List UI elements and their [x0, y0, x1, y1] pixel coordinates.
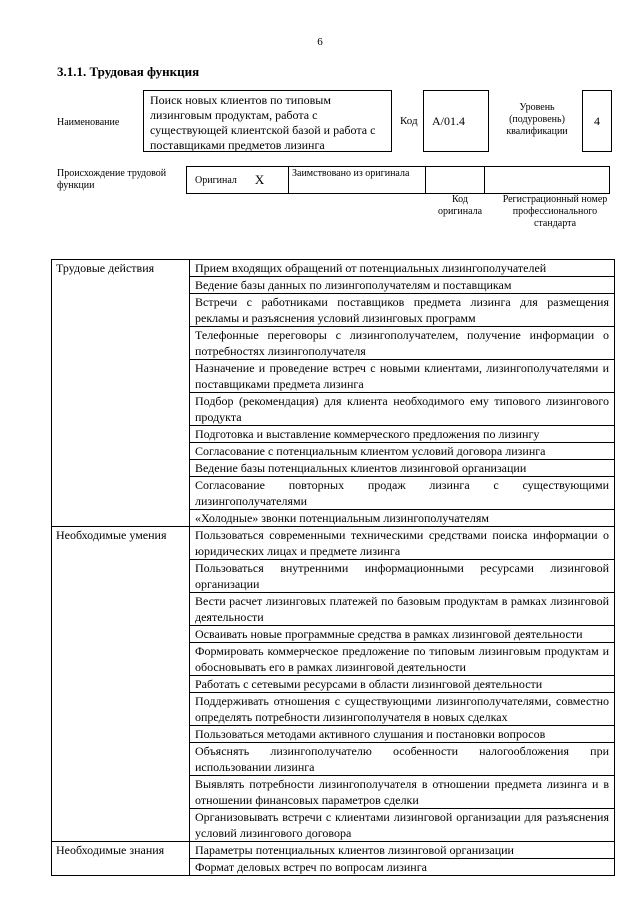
- table-row: [52, 842, 615, 859]
- section-item: Подготовка и выставление коммерческого предложения по лизингу: [190, 426, 615, 443]
- origin-row: [186, 166, 610, 194]
- name-label: Наименование: [57, 117, 120, 128]
- reg-number-label: Регистрационный номер профессионального стандарта: [502, 194, 608, 229]
- section-item: Работать с сетевыми ресурсами в области лизинговой деятельности: [190, 676, 615, 693]
- section-item: Вести расчет лизинговых платежей по базовым продуктам в рамках лизинговой деятельности: [190, 593, 615, 626]
- section-item: Объяснять лизингополучателю особенности налогообложения при использовании лизинга: [190, 743, 615, 776]
- original-mark: X: [254, 172, 265, 187]
- code-value: А/01.4: [432, 113, 465, 128]
- original-label: Оригинал: [195, 174, 237, 186]
- section-item: Организовывать встречи с клиентами лизинговой организации для разъяснения условий лизингового договора: [190, 809, 615, 842]
- function-name-value: Поиск новых клиентов по типовым лизинговым продуктам, работа с существующей клиентской базой и работа с поставщиками предметов лизинга: [150, 93, 376, 152]
- section-item: Телефонные переговоры с лизингополучателем, получение информации о потребностях лизингополучателя: [190, 327, 615, 360]
- section-item: Согласование с потенциальным клиентом условий договора лизинга: [190, 443, 615, 460]
- section-item: Подбор (рекомендация) для клиента необходимого ему типового лизингового продукта: [190, 393, 615, 426]
- origin-original-cell: [186, 166, 289, 194]
- section-item: Ведение базы потенциальных клиентов лизинговой организации: [190, 460, 615, 477]
- table-row: [52, 260, 615, 277]
- table-row: [52, 527, 615, 560]
- origin-reg-number-cell: [484, 166, 610, 194]
- section-title: Необходимые умения: [52, 527, 190, 842]
- section-item: Поддерживать отношения с существующими лизингополучателями, совместно определять потребности лизингополучателя в новых сделках: [190, 693, 615, 726]
- code-label: Код: [400, 115, 418, 127]
- section-title: Трудовые действия: [52, 260, 190, 527]
- section-title: Необходимые знания: [52, 842, 190, 876]
- page-number: 6: [317, 36, 323, 48]
- section-item: Согласование повторных продаж лизинга с существующими лизингополучателями: [190, 477, 615, 510]
- level-box: [582, 90, 612, 152]
- section-heading: 3.1.1. Трудовая функция: [57, 64, 200, 79]
- code-box: [423, 90, 489, 152]
- borrowed-label: Заимствовано из оригинала: [292, 168, 410, 179]
- section-item: Пользоваться внутренними информационными ресурсами лизинговой организации: [190, 560, 615, 593]
- section-item: Встречи с работниками поставщиков предмета лизинга для размещения рекламы и разъяснения условий лизинговых программ: [190, 294, 615, 327]
- section-item: «Холодные» звонки потенциальным лизингополучателям: [190, 510, 615, 527]
- origin-label: Происхождение трудовой функции: [57, 168, 167, 191]
- code-original-label: Код оригинала: [437, 194, 483, 217]
- section-item: Формат деловых встреч по вопросам лизинга: [190, 859, 615, 876]
- function-details-table: [51, 259, 615, 876]
- section-item: Ведение базы данных по лизингополучателям и поставщикам: [190, 277, 615, 294]
- section-item: Пользоваться методами активного слушания и постановки вопросов: [190, 726, 615, 743]
- section-item: Осваивать новые программные средства в рамках лизинговой деятельности: [190, 626, 615, 643]
- origin-code-cell: [425, 166, 485, 194]
- section-item: Параметры потенциальных клиентов лизинговой организации: [190, 842, 615, 859]
- section-item: Пользоваться современными техническими средствами поиска информации о юридических лицах и предмете лизинга: [190, 527, 615, 560]
- section-item: Выявлять потребности лизингополучателя в отношении предмета лизинга и в отношении финансовых параметров сделки: [190, 776, 615, 809]
- section-item: Прием входящих обращений от потенциальных лизингополучателей: [190, 260, 615, 277]
- function-name-box: [143, 90, 392, 152]
- section-item: Формировать коммерческое предложение по типовым лизинговым продуктам и обосновывать его в рамках лизинговой деятельности: [190, 643, 615, 676]
- origin-borrowed-cell: [288, 166, 426, 194]
- level-label: Уровень (подуровень) квалификации: [506, 102, 568, 137]
- level-value: 4: [594, 113, 600, 128]
- section-item: Назначение и проведение встреч с новыми клиентами, лизингополучателями и поставщиками предмета лизинга: [190, 360, 615, 393]
